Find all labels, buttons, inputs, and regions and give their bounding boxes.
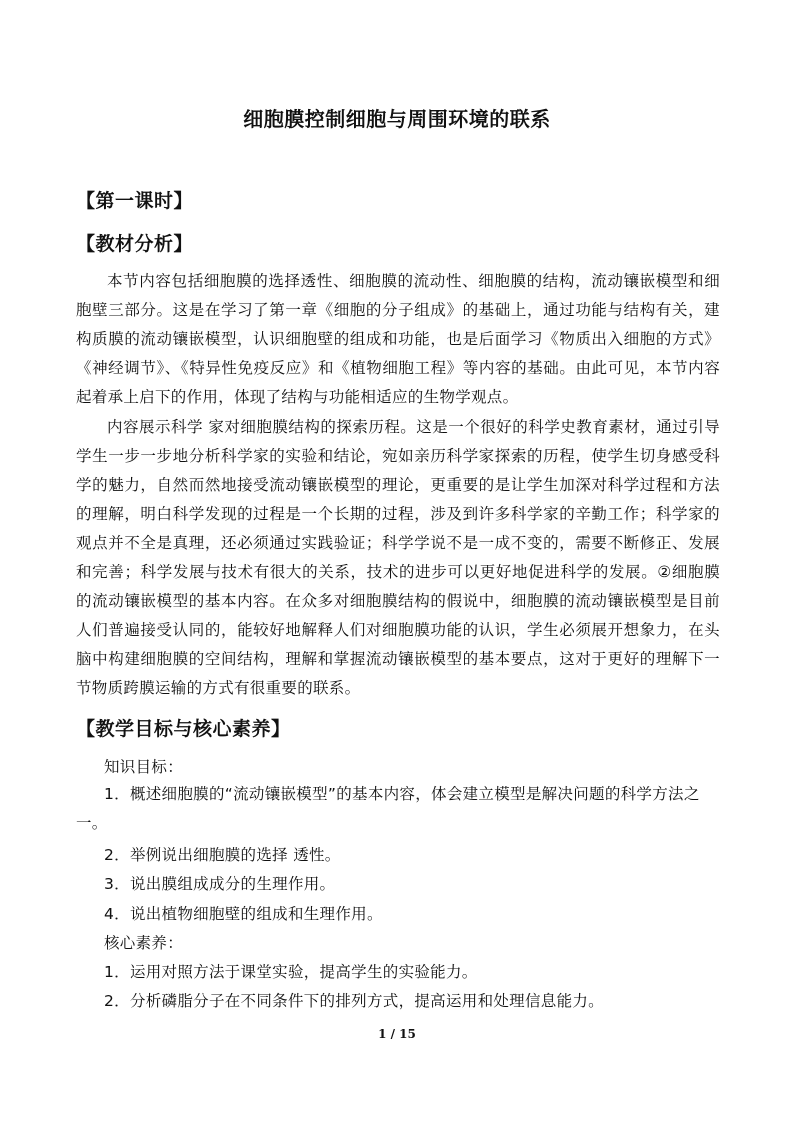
core-literacy-label: 核心素养：	[104, 934, 184, 952]
section-heading-analysis: 【教材分析】	[76, 233, 194, 255]
knowledge-goal-3: 3．说出膜组成成分的生理作用。	[104, 875, 336, 893]
document-title: 细胞膜控制细胞与周围环境的联系	[243, 107, 551, 131]
knowledge-goal-1: 1．概述细胞膜的“流动镶嵌模型”的基本内容，体会建立模型是解决问题的科学方法之一。	[76, 785, 700, 832]
page-number: 1 / 15	[378, 1027, 416, 1041]
section-heading-lesson: 【第一课时】	[76, 190, 194, 212]
analysis-paragraph-1: 本节内容包括细胞膜的选择透性、细胞膜的流动性、细胞膜的结构，流动镶嵌模型和细胞壁三部分。这是在学习了第一章《细胞的分子组成》的基础上，通过功能与结构有关，建构质膜的流动镶嵌模型，认识细胞壁的组成和功能，也是后面学习《物质出入细胞的方式》《神经调节》、《特异性免疫反应》和《植物细胞工程》等内容的基础。由此可见，本节内容起着承上启下的作用，体现了结构与功能相适应的生物学观点。	[76, 272, 720, 406]
knowledge-goal-4: 4．说出植物细胞壁的组成和生理作用。	[104, 905, 383, 923]
knowledge-goals-label: 知识目标：	[104, 758, 184, 776]
analysis-paragraph-2: 内容展示科学 家对细胞膜结构的探索历程。这是一个很好的科学史教育素材，通过引导学生一步一步地分析科学家的实验和结论，宛如亲历科学家探索的历程，使学生切身感受科学的魅力，自然而然地接受流动镶嵌模型的理论，更重要的是让学生加深对科学过程和方法的理解，明白科学发现的过程是一个长期的过程，涉及到许多科学家的辛勤工作；科学家的观点并不全是真理，还必须通过实践验证；科学学说不是一成不变的，需要不断修正、发展和完善；科学发展与技术有很大的关系，技术的进步可以更好地促进科学的发展。②细胞膜的流动镶嵌模型的基本内容。在众多对细胞膜结构的假说中，细胞膜的流动镶嵌模型是目前人们普遍接受认同的，能较好地解释人们对细胞膜功能的认识，学生必须展开想象力，在头脑中构建细胞膜的空间结构，理解和掌握流动镶嵌模型的基本要点，这对于更好的理解下一节物质跨膜运输的方式有很重要的联系。	[76, 418, 720, 697]
section-heading-goals: 【教学目标与核心素养】	[76, 718, 291, 740]
knowledge-goal-2: 2．举例说出细胞膜的选择 透性。	[104, 846, 341, 864]
core-literacy-2: 2．分析磷脂分子在不同条件下的排列方式，提高运用和处理信息能力。	[104, 992, 604, 1010]
core-literacy-1: 1．运用对照方法于课堂实验，提高学生的实验能力。	[104, 963, 478, 981]
